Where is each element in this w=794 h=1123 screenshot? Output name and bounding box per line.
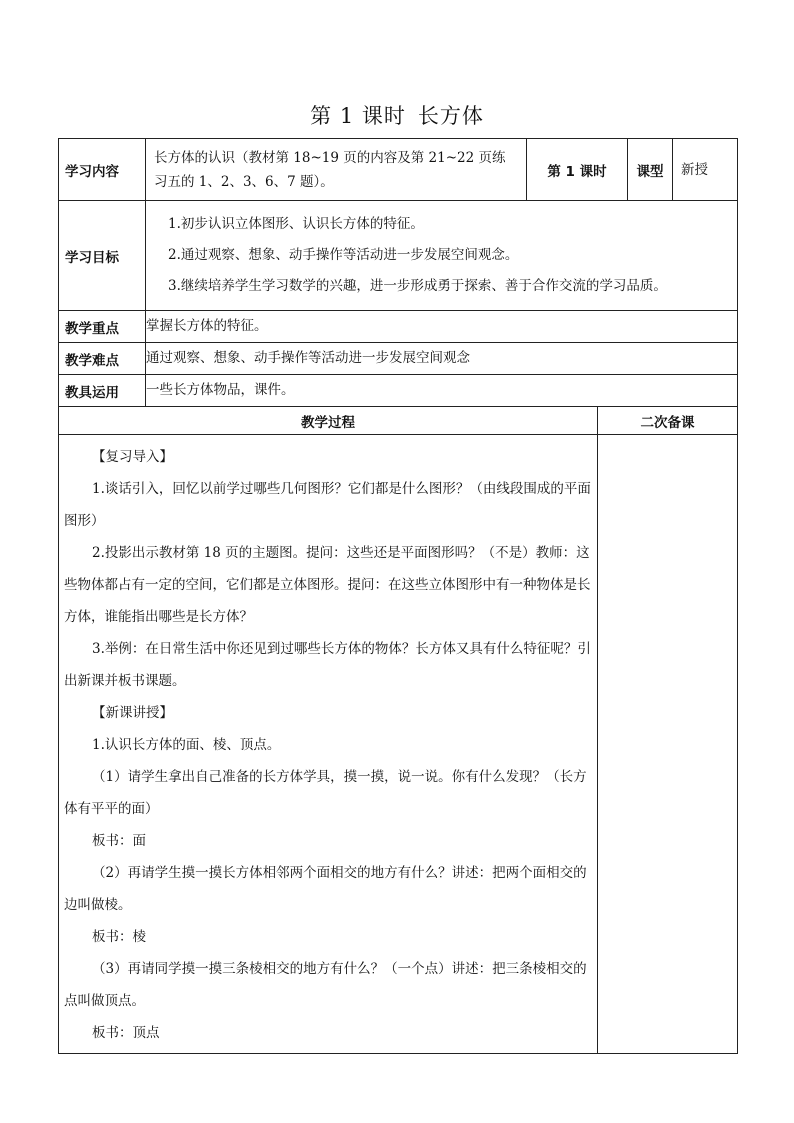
process-paragraph: （1）请学生拿出自己准备的长方体学具，摸一摸，说一说。你有什么发现？（长方体有平平的面）	[64, 769, 587, 817]
row-process	[59, 435, 738, 1054]
process-paragraph: 2.投影出示教材第 18 页的主题图。提问：这些还是平面图形吗？（不是）教师：这些物体都占有一定的空间，它们都是立体图形。提问：在这些立体图形中有一种物体是长方体，谁能指出哪些是长方体？	[64, 545, 591, 625]
goals-label: 学习目标	[59, 201, 146, 311]
process-body	[59, 435, 598, 1054]
section-heading: 【复习导入】	[92, 449, 173, 465]
goal-item: 2.通过观察、想象、动手操作等活动进一步发展空间观念。	[168, 247, 519, 263]
type-label: 课型	[628, 139, 673, 201]
key-label: 教学重点	[59, 311, 146, 343]
row-difficulty	[59, 343, 738, 375]
lesson-plan-table	[58, 138, 738, 1054]
process-paragraph: 3.举例：在日常生活中你还见到过哪些长方体的物体？长方体又具有什么特征呢？引出新课并板书课题。	[64, 641, 591, 689]
content-label: 学习内容	[59, 139, 146, 201]
lesson-topic: 长方体	[417, 104, 484, 128]
board-note: 板书：顶点	[92, 1025, 160, 1041]
process-header: 教学过程	[59, 407, 598, 435]
goals-cell	[146, 201, 738, 311]
row-tools	[59, 375, 738, 407]
process-paragraph: 1.认识长方体的面、棱、顶点。	[92, 737, 281, 753]
process-paragraph: （3）再请同学摸一摸三条棱相交的地方有什么？（一个点）讲述：把三条棱相交的点叫做顶点。	[64, 961, 587, 1009]
page-title	[0, 100, 794, 130]
notes-header: 二次备课	[598, 407, 738, 435]
notes-body	[598, 435, 738, 1054]
goal-item: 1.初步认识立体图形、认识长方体的特征。	[168, 216, 424, 232]
content-text: 长方体的认识（教材第 18~19 页的内容及第 21~22 页练习五的 1、2、3、6、7 题）。	[146, 139, 527, 201]
board-note: 板书：棱	[92, 929, 146, 945]
period-label: 第 1 课时	[527, 139, 628, 201]
section-heading: 【新课讲授】	[92, 705, 173, 721]
difficulty-text: 通过观察、想象、动手操作等活动进一步发展空间观念	[146, 343, 738, 375]
process-paragraph: 1.谈话引入，回忆以前学过哪些几何图形？它们都是什么图形？（由线段围成的平面图形）	[64, 481, 591, 529]
tools-text: 一些长方体物品，课件。	[146, 375, 738, 407]
key-text: 掌握长方体的特征。	[146, 311, 738, 343]
board-note: 板书：面	[92, 833, 146, 849]
type-value: 新授	[673, 139, 738, 201]
tools-label: 教具运用	[59, 375, 146, 407]
row-goals	[59, 201, 738, 311]
lesson-number: 第 1 课时	[310, 104, 406, 128]
process-paragraph: （2）再请学生摸一摸长方体相邻两个面相交的地方有什么？讲述：把两个面相交的边叫做棱。	[64, 865, 587, 913]
goal-item: 3.继续培养学生学习数学的兴趣，进一步形成勇于探索、善于合作交流的学习品质。	[168, 278, 667, 294]
row-key-point	[59, 311, 738, 343]
row-process-header	[59, 407, 738, 435]
row-content	[59, 139, 738, 201]
difficulty-label: 教学难点	[59, 343, 146, 375]
